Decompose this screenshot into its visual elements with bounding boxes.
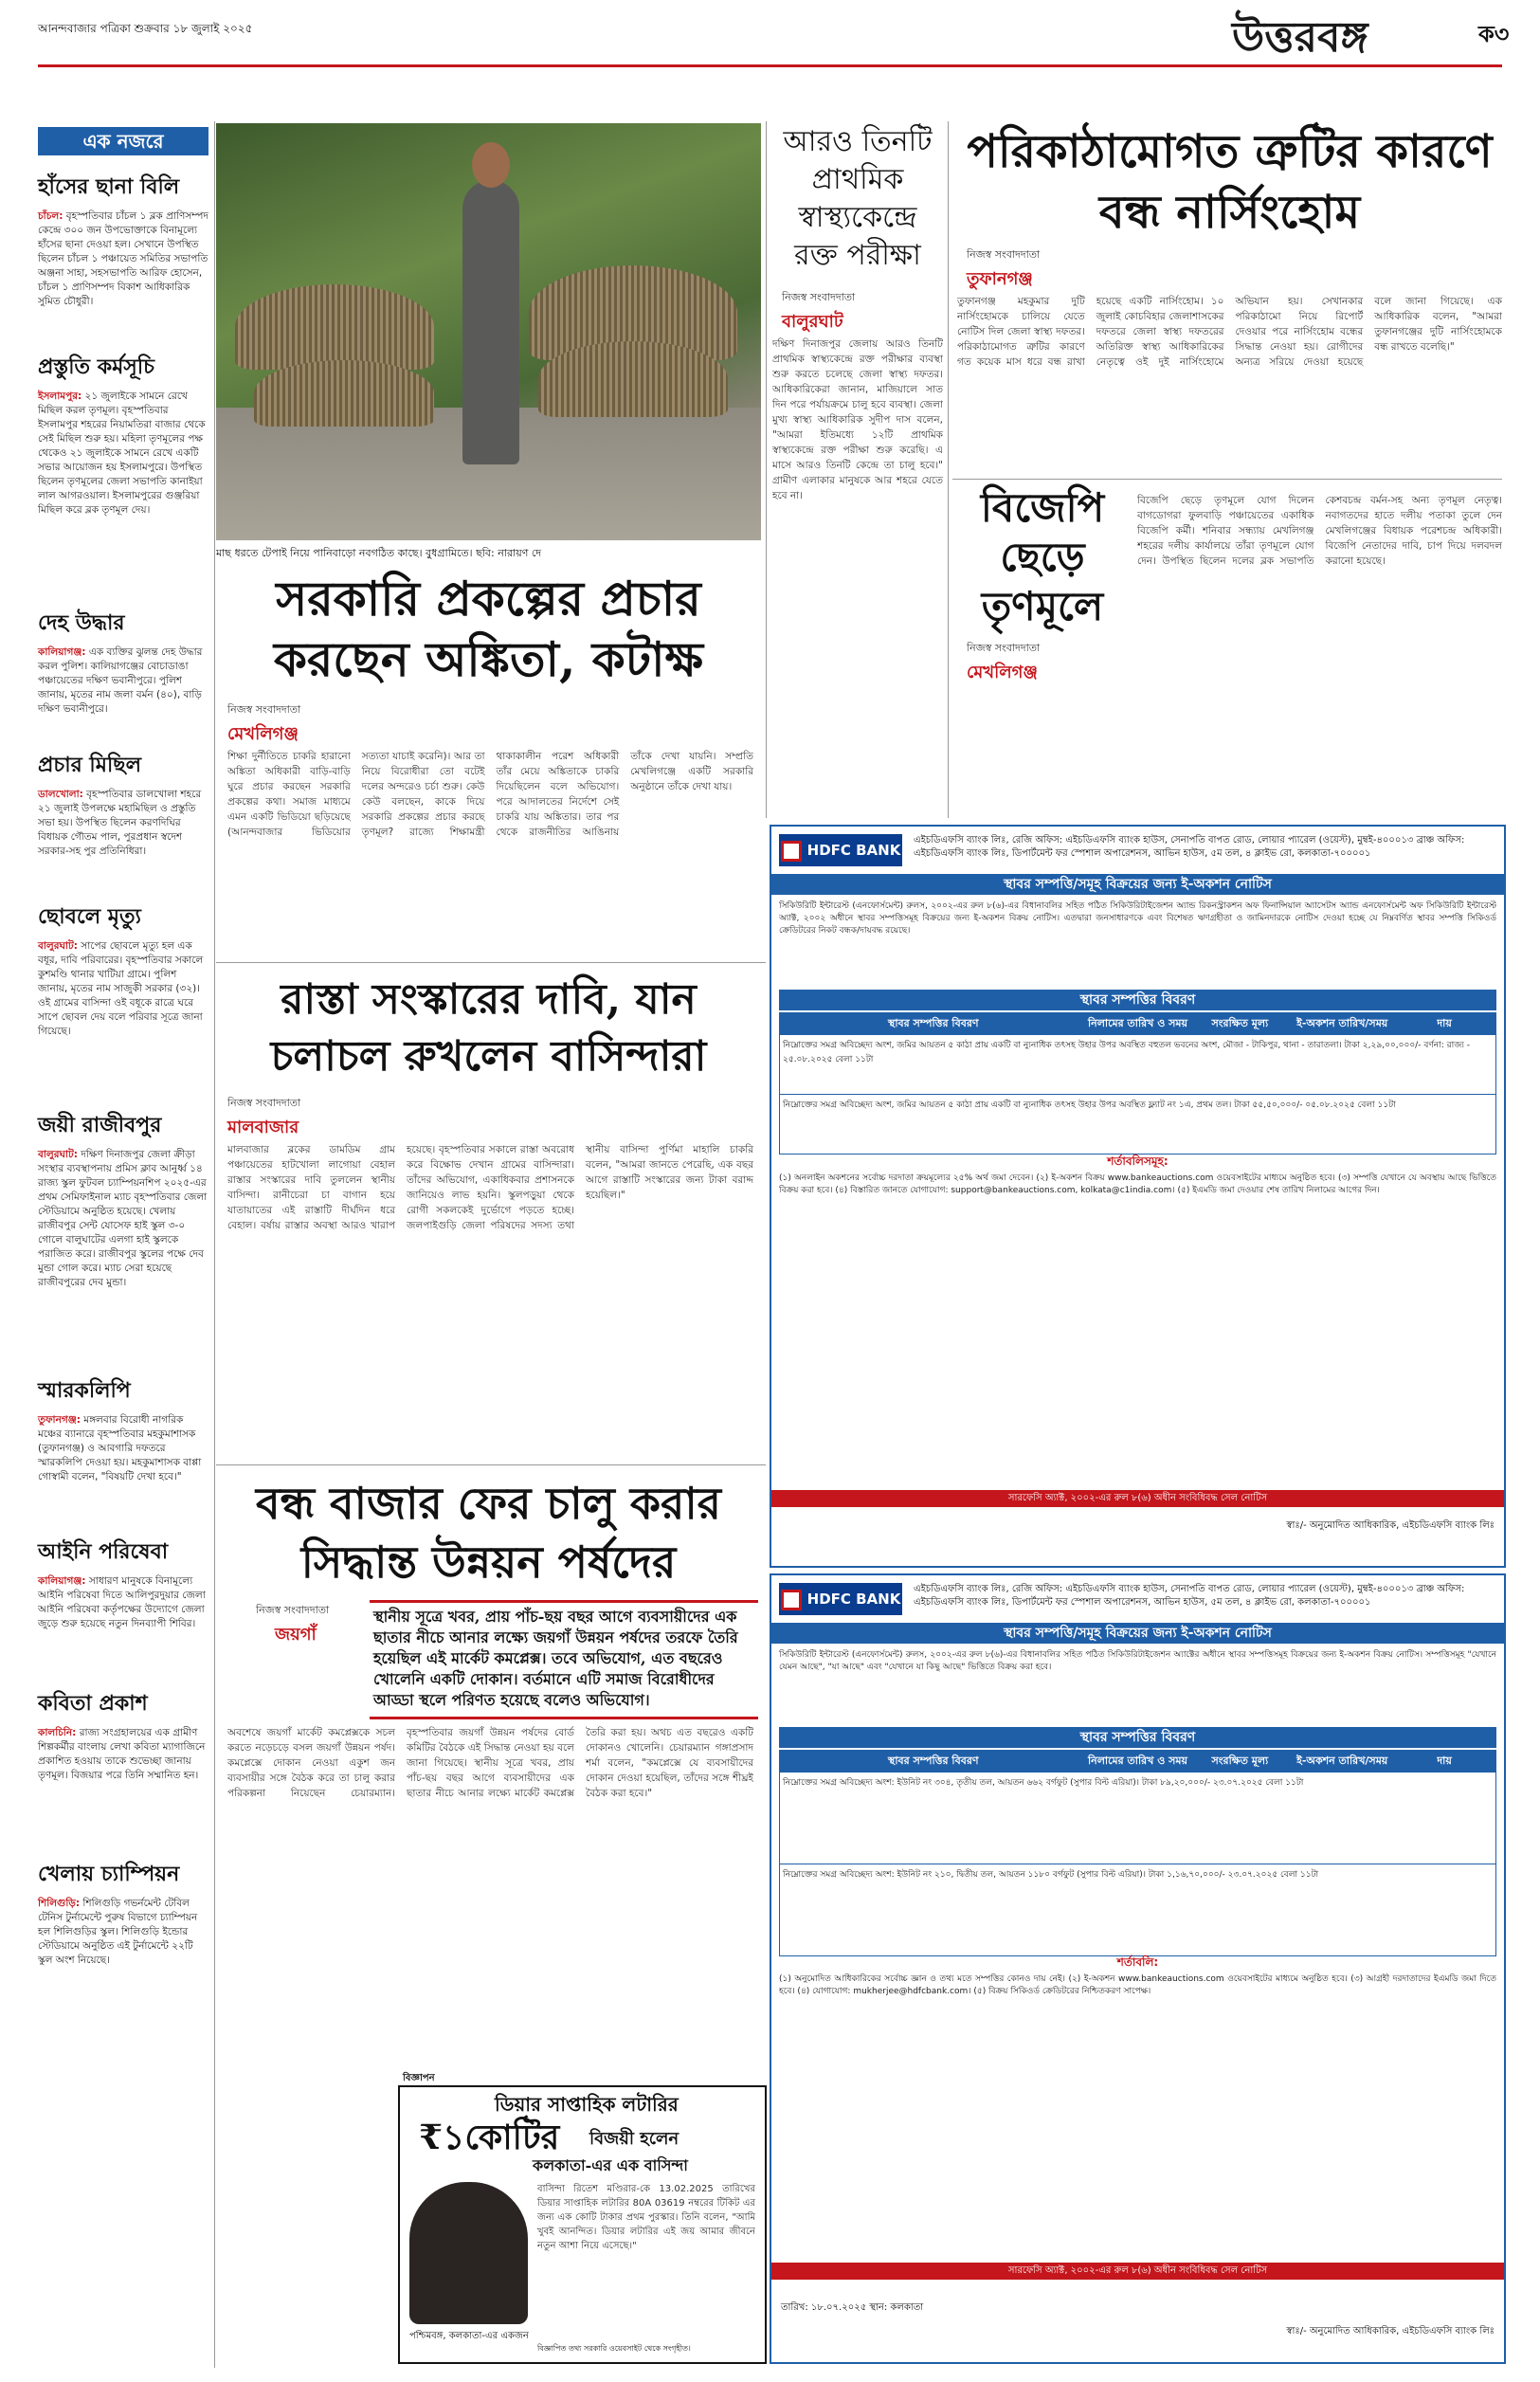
story-bjp-byline: নিজস্ব সংবাদদাতা bbox=[967, 642, 1041, 654]
brief-item bbox=[38, 1536, 208, 1631]
terms-title: শর্তাবলিসমূহ: bbox=[1107, 1155, 1169, 1168]
property-table bbox=[779, 1750, 1496, 1956]
story-blood-test-headline-line: রক্ত পরীক্ষা bbox=[794, 239, 921, 272]
story-blood-test-headline-line: স্বাস্থ্যকেন্দ্রে bbox=[798, 201, 917, 234]
briefs-column-title: এক নজরে bbox=[38, 127, 208, 155]
notice-date: তারিখ: ১৮.০৭.২০২৫ স্থান: কলকাতা bbox=[781, 2302, 924, 2313]
brief-body: ২১ জুলাইকে সামনে রেখে মিছিল করল তৃণমূল। বৃহস্পতিবার ইসলামপুর শহরের নিয়ামতিরা বাজার থেকে সেই মিছিল শুরু হয়। মহিলা তৃণমূলের পক্ষ থেকেও ২১ জুলাইকে সামনে রেখে একটি সভার আয়োজন হয় ইসলামপুরে। উপস্থিত ছিলেন তৃণমূলের জেলা সভাপতি কানাইয়া লাল আগরওয়াল। ইসলামপুরের গুঞ্জরিয়া মিছিল করে ব্লক তৃণমূল দেয়। bbox=[38, 391, 206, 516]
brief-location: ডালখোলা: bbox=[38, 789, 83, 800]
brief-location: কালিয়াগঞ্জ: bbox=[38, 646, 86, 658]
story-road-headline: রাস্তা সংস্কারের দাবি, যান চলাচল রুখলেন বাসিন্দারা bbox=[270, 975, 707, 1081]
brief-item bbox=[38, 171, 208, 309]
story-bjp-headline-line: তৃণমূলে bbox=[981, 583, 1104, 629]
story-nursinghome-body: তুফানগঞ্জ মহকুমার দুটি নার্সিংহোমকে চালিয়ে যেতে নোটিস দিল জেলা স্বাস্থ্য দফতর। পরিকাঠামোগত ত্রুটির কারণে গত কয়েক মাস ধরে বন্ধ রাখা হয়েছে একটি নার্সিংহোম। ১০ জুলাই কোচবিহার জেলাশাসকের দফতরে জেলা স্বাস্থ্য দফতরের অতিরিক্ত স্বাস্থ্য আধিকারিকের নেতৃত্বে ওই দুই নার্সিংহোমে অভিযান হয়। সেখানকার পরিকাঠামো নিয়ে রিপোর্ট দেওয়ার পরে নার্সিংহোম বন্ধের সিদ্ধান্ত নেওয়া হয়। রোগীদের অন্যত্র সরিয়ে দেওয়া হয়েছে বলে জানা গিয়েছে। এক আধিকারিক বলেন, "আমরা তুফানগঞ্জের দুটি নার্সিংহোমকে বন্ধ রাখতে বলেছি।" bbox=[957, 296, 1502, 368]
brief-item bbox=[38, 900, 208, 1039]
brief-location: বালুরঘাট: bbox=[38, 940, 78, 952]
story-road-location: মালবাজার bbox=[227, 1118, 299, 1137]
brief-location: কালচিনি: bbox=[38, 1727, 77, 1738]
brief-location: চাঁচল: bbox=[38, 210, 63, 222]
brief-text bbox=[38, 1148, 208, 1290]
masthead-dateline: আনন্দবাজার পত্রিকা শুক্রবার ১৮ জুলাই ২০২৫ bbox=[38, 22, 253, 35]
brief-location: তুফানগঞ্জ: bbox=[38, 1414, 81, 1426]
table-row: নিম্নোক্তের সমগ্র অবিচ্ছেদ্য অংশ: ইউনিট নং ২১০, দ্বিতীয় তল, আয়তন ১১৮০ বর্গফুট (সুপার বিল্ট এরিয়া)। টাকা ১,১৬,৭০,০০০/- ২৩.০৭.২০২৫ বেলা ১১টা bbox=[780, 1864, 1495, 1955]
property-table bbox=[779, 1012, 1496, 1155]
story-nursinghome-byline: নিজস্ব সংবাদদাতা bbox=[967, 248, 1041, 261]
ad-winner: বিজয়ী হলেন bbox=[589, 2129, 679, 2149]
notice-title: স্থাবর সম্পত্তি/সমূহ বিক্রয়ের জন্য ই-অকশন নোটিস bbox=[771, 874, 1504, 895]
brief-body: রাজ্য সংগ্রহালয়ের এক গ্রামীণ শিল্পকর্মীর বাংলায় লেখা কবিতা ম্যাগাজিনে প্রকাশিত হওয়ায় তাকে শুভেচ্ছা জানায় তৃণমূল। বিজয়ার পরে তিনি সম্মানিত হন। bbox=[38, 1727, 206, 1781]
bank-address: এইচডিএফসি ব্যাংক লিঃ, রেজি অফিস: এইচডিএফসি ব্যাংক হাউস, সেনাপতি বাপত রোড, লোয়ার প্যারেল (ওয়েস্ট), মুম্বই-৪০০০১৩ ব্রাঞ্চ অফিস: এইচডিএফসি ব্যাংক লিঃ, ডিপার্টমেন্ট ফর স্পেশাল অপারেশনস, আভিন হাউস, ৫ম তল, ৪ ক্লাইভ রো, কলকাতা-৭০০০০১ bbox=[914, 835, 1465, 859]
column-divider bbox=[214, 121, 215, 2368]
header-rule bbox=[38, 64, 1502, 67]
brief-text bbox=[38, 1897, 208, 1968]
story-blood-test-headline-line: আরও তিনটি bbox=[783, 125, 933, 158]
brief-item bbox=[38, 351, 208, 518]
story-blood-test-headline bbox=[772, 123, 943, 275]
brief-location: শিলিগুড়ি: bbox=[38, 1898, 81, 1909]
story-road-byline: নিজস্ব সংবাদদাতা bbox=[227, 1097, 301, 1109]
story-market-body: অবশেষে জয়গাঁ মার্কেট কমপ্লেক্সকে সচল করতে নড়েচড়ে বসল জয়গাঁ উন্নয়ন পর্ষদ। কমপ্লেক্সে দোকান নেওয়া একুশ জন ব্যবসায়ীর সঙ্গে বৈঠক করে তা চালু করার পরিকল্পনা নিয়েছেন চেয়ারম্যান। বৃহস্পতিবার জয়গাঁ উন্নয়ন পর্ষদের বোর্ড কমিটির বৈঠকে এই সিদ্ধান্ত নেওয়া হয় বলে জানা গিয়েছে। স্থানীয় সূত্রে খবর, প্রায় পাঁচ-ছয় বছর আগে ব্যবসায়ীদের এক ছাতার নীচে আনার লক্ষ্যে মার্কেট কমপ্লেক্স তৈরি করা হয়। অথচ এত বছরেও একটি দোকানও খোলেনি। চেয়ারম্যান গঙ্গাপ্রসাদ শর্মা বলেন, "কমপ্লেক্সে যে ব্যবসায়ীদের দোকান দেওয়া হয়েছিল, তাঁদের সঙ্গে শীঘ্রই বৈঠক করা হবে।" bbox=[227, 1727, 753, 1799]
ad-photo-caption: পশ্চিমবঙ্গ, কলকাতা-এর একজন bbox=[409, 2331, 529, 2341]
brief-body: বৃহস্পতিবার চাঁচল ১ ব্লক প্রাণিসম্পদ কেন্দ্রে ৩০০ জন উপভোক্তাকে বিনামূল্যে হাঁসের ছানা দেওয়া হল। সেখানে উপস্থিত ছিলেন চাঁচল ১ পঞ্চায়েত সমিতির সভাপতি অঞ্জনা সাহা, সহসভাপতি আরিফ হোসেন, চাঁচল ১ প্রাণিসম্পদ বিকাশ আধিকারিক সুমিত চৌধুরী। bbox=[38, 210, 208, 307]
brief-headline: জয়ী রাজীবপুর bbox=[38, 1113, 162, 1137]
story-ankita-headline: সরকারি প্রকল্পের প্রচার করছেন অঙ্কিতা, কটাক্ষ bbox=[273, 571, 704, 687]
ad-line1: ডিয়ার সাপ্তাহিক লটারির bbox=[495, 2093, 679, 2116]
notice-terms: (১) অনুমোদিত আধিকারিকের সর্বোচ্চ জ্ঞান ও তথ্য মতে সম্পত্তির কোনও দায় নেই। (২) ই-অকশন www.bankeauctions.com ওয়েবসাইটের মাধ্যমে অনুষ্ঠিত হবে। (৩) আগ্রহী দরদাতাদের ইএমডি জমা দিতে হবে। (৪) যোগাযোগ: mukherjee@hdfcbank.com। (৫) বিক্রয় সিকিওর্ড ক্রেডিটরের নিশ্চিতকরণ সাপেক্ষ। bbox=[779, 1974, 1496, 1996]
table-header: স্থাবর সম্পত্তির বিবরণ নিলামের তারিখ ও সময় সংরক্ষিত মূল্য ই-অকশন তারিখ/সময় দায় bbox=[780, 1751, 1495, 1772]
brief-text bbox=[38, 939, 208, 1039]
brief-item bbox=[38, 1109, 208, 1290]
brief-body: এক ব্যক্তির ঝুলন্ত দেহ উদ্ধার করল পুলিশ। কালিয়াগঞ্জের বোচাডাঙা পঞ্চায়েতের দক্ষিণ ভবানীপুরে। পুলিশ জানায়, মৃতের নাম জলা বর্মন (৪০), বাড়ি দক্ষিণ ভবানীপুরে। bbox=[38, 646, 203, 715]
hdfc-logo-icon bbox=[781, 1590, 802, 1610]
advertisement-label: বিজ্ঞাপন bbox=[403, 2073, 435, 2083]
brief-text bbox=[38, 1574, 208, 1631]
brief-body: বৃহস্পতিবার ডালখোলা শহরে ২১ জুলাই উপলক্ষে মহামিছিল ও প্রস্তুতি সভা হয়। উপস্থিত ছিলেন করণদিঘির বিধায়ক গৌতম পাল, পুরপ্রধান স্বদেশ সরকার-সহ পুর প্রতিনিধিরা। bbox=[38, 789, 202, 857]
brief-text bbox=[38, 788, 208, 859]
terms-title: শর্তাবলি: bbox=[1116, 1955, 1159, 1969]
brief-headline: কবিতা প্রকাশ bbox=[38, 1691, 148, 1716]
story-road-body: মালবাজার ব্লকের ডামডিম গ্রাম পঞ্চায়েতের হাটখোলা লাগোয়া বেহাল রাস্তার সংস্কারের দাবি তুললেন স্থানীয় বাসিন্দা। রানীচেরা চা বাগান হয়ে যাতায়াতের এই রাস্তাটি দীর্ঘদিন ধরে বেহাল। বর্ষায় রাস্তার অবস্থা আরও খারাপ হয়েছে। বৃহস্পতিবার সকালে রাস্তা অবরোধ করে বিক্ষোভ দেখান গ্রামের বাসিন্দারা। তাঁদের অভিযোগ, একাধিকবার প্রশাসনকে জানিয়েও লাভ হয়নি। স্কুলপড়ুয়া থেকে রোগী সকলকেই দুর্ভোগে পড়তে হচ্ছে। জলপাইগুড়ি জেলা পরিষদের সদস্য তথা স্থানীয় বাসিন্দা পুর্ণিমা মাহালি চাকরি বলেন, "আমরা জানতে পেরেছি, এক বছর আগে রাস্তাটি সংস্কারের জন্য টাকা বরাদ্দ হয়েছিল।" bbox=[227, 1144, 753, 1231]
notice-title: স্থাবর সম্পত্তি/সমূহ বিক্রয়ের জন্য ই-অকশন নোটিস bbox=[771, 1623, 1504, 1644]
property-table-title: স্থাবর সম্পত্তির বিবরণ bbox=[779, 1727, 1496, 1748]
brief-body: সাপের ছোবলে মৃত্যু হল এক বধূর, দাবি পরিবারের। বৃহস্পতিবার সকালে কুশমণ্ডি থানার খাটিয়া গ্রামে। পুলিশ জানায়, মৃতের নাম সাজুকী সরকার (৩২)। ওই গ্রামের বাসিন্দা ওই বধূকে রাত্রে ঘরে সাপে ছোবল দেয় বলে পরিবার সূত্রে জানা গিয়েছে। bbox=[38, 940, 204, 1037]
notice-signature: স্বাঃ/- অনুমোদিত আধিকারিক, এইচডিএফসি ব্যাংক লিঃ bbox=[1286, 2326, 1495, 2337]
brief-text bbox=[38, 209, 208, 309]
brief-body: সাধারণ মানুষকে বিনামূল্যে আইনি পরিষেবা দিতে আলিপুরদুয়ার জেলা আইনি পরিষেবা কর্তৃপক্ষের উদ্যোগে জেলা জুড়ে শুরু হয়েছে নতুন দিনব্যাপী শিবির। bbox=[38, 1575, 206, 1629]
ad-footnote: বিজ্ঞাপিত তথ্য সরকারি ওয়েবসাইট থেকে সংগৃহীত। bbox=[537, 2344, 691, 2353]
ad-winner-photo bbox=[409, 2182, 528, 2324]
brief-location: বালুরঘাট: bbox=[38, 1149, 78, 1160]
story-bjp-location: মেখলিগঞ্জ bbox=[967, 663, 1038, 682]
story-divider bbox=[952, 479, 1502, 480]
section-title: উত্তরবঙ্গ bbox=[1232, 13, 1368, 62]
story-market-byline: নিজস্ব সংবাদদাতা bbox=[256, 1604, 330, 1616]
brief-text bbox=[38, 1413, 208, 1484]
table-row: নিম্নোক্তের সমগ্র অবিচ্ছেদ্য অংশ: ইউনিট নং ৩০৪, তৃতীয় তল, আয়তন ৬৬২ বর্গফুট (সুপার বিল্ট এরিয়া)। টাকা ৮৯,২০,০০০/- ২৩.০৭.২০২৫ বেলা ১১টা bbox=[780, 1772, 1495, 1864]
brief-item bbox=[38, 1858, 208, 1968]
story-market-headline: বন্ধ বাজার ফের চালু করার সিদ্ধান্ত উন্নয়ন পর্ষদের bbox=[256, 1478, 721, 1588]
brief-location: ইসলামপুর: bbox=[38, 391, 82, 402]
story-nursinghome-headline: পরিকাঠামোগত ত্রুটির কারণে বন্ধ নার্সিংহোম bbox=[967, 125, 1493, 239]
story-market-pullquote-text: স্থানীয় সূত্রে খবর, প্রায় পাঁচ-ছয় বছর আগে ব্যবসায়ীদের এক ছাতার নীচে আনার লক্ষ্যে জয়গাঁ উন্নয়ন পর্ষদের তরফে তৈরি হয়েছিল এই মার্কেট কমপ্লেক্স। তবে অভিযোগ, এত বছরেও খোলেনি একটি দোকান। বর্তমানে এটি সমাজ বিরোধীদের আড্ডা স্থলে পরিণত হয়েছে বলেও অভিযোগ। bbox=[373, 1608, 738, 1709]
story-market-pullquote bbox=[370, 1600, 758, 1719]
property-table-title: স্থাবর সম্পত্তির বিবরণ bbox=[779, 990, 1496, 1010]
brief-item bbox=[38, 1374, 208, 1484]
hdfc-logo: HDFC BANK bbox=[779, 1583, 902, 1615]
notice-signature: স্বাঃ/- অনুমোদিত আধিকারিক, এইচডিএফসি ব্যাংক লিঃ bbox=[1286, 1520, 1495, 1531]
brief-headline: প্রস্তুতি কর্মসূচি bbox=[38, 355, 155, 379]
story-nursinghome-location: তুফানগঞ্জ bbox=[967, 269, 1033, 289]
brief-headline: হাঁসের ছানা বিলি bbox=[38, 174, 180, 199]
notice-footer: সারফেসি অ্যাক্ট, ২০০২-এর রুল ৮(৬) অধীন সংবিধিবদ্ধ সেল নোটিস bbox=[771, 2263, 1504, 2280]
brief-item bbox=[38, 749, 208, 859]
story-blood-test-headline-line: প্রাথমিক bbox=[811, 163, 904, 196]
notice-terms: (১) অনলাইন অকশনের সর্বোচ্চ দরদাতা ক্রয়মূল্যের ২৫% অর্থ জমা দেবেন। (২) ই-অকশন বিক্রয় www.bankeauctions.com ওয়েবসাইটের মাধ্যমে অনুষ্ঠিত হবে। (৩) সম্পত্তি যেখানে যে অবস্থায় আছে ভিত্তিতে বিক্রয় করা হবে। (৪) বিস্তারিত জানতে যোগাযোগ: support@bankeauctions.com, kolkata@c1india.com। (৫) ইএমডি জমা দেওয়ার শেষ তারিখ নিলামের আগের দিন। bbox=[779, 1173, 1496, 1195]
story-ankita-location: মেখলিগঞ্জ bbox=[227, 724, 299, 744]
notice-intro: সিকিউরিটি ইন্টারেস্ট (এনফোর্সমেন্ট) রুলস, ২০০২-এর রুল ৮(৬)-এর বিধানাবলির সহিত পঠিত সিকিউরিটাইজেশন অ্যাক্টের অধীনে স্থাবর সম্পত্তিসমূহ বিক্রয়ের জন্য ই-অকশন বিক্রয় নোটিস। সম্পত্তিসমূহ "যেখানে যেমন আছে", "যা আছে" এবং "যেখানে যা কিছু আছে" ভিত্তিতে বিক্রয় করা হবে। bbox=[779, 1650, 1496, 1672]
brief-item bbox=[38, 1687, 208, 1783]
story-blood-test-byline: নিজস্ব সংবাদদাতা bbox=[782, 291, 856, 303]
photo-caption: মাছ ধরতে টেপাই নিয়ে পানিবাড়ো নবগঠিত কাছে। বুধগ্রামিতে। ছবি: নারায়ণ দে bbox=[216, 547, 542, 559]
brief-headline: স্মারকলিপি bbox=[38, 1378, 131, 1403]
page-number: ক৩ bbox=[1478, 21, 1510, 47]
brief-headline: প্রচার মিছিল bbox=[38, 753, 141, 777]
lottery-advertisement bbox=[398, 2085, 767, 2364]
brief-location: কালিয়াগঞ্জ: bbox=[38, 1575, 86, 1587]
brief-headline: আইনি পরিষেবা bbox=[38, 1539, 169, 1564]
news-photo bbox=[216, 123, 761, 540]
table-row: নিম্নোক্তের সমগ্র অবিচ্ছেদ্য অংশ, জমির আয়তন ৫ কাঠা প্রায় একটি বা ন্যুনাধিক তৎসহ উহার উপর অবস্থিত ফ্ল্যাট নং ১এ, প্রথম তল। টাকা ৫৫,৫০,০০০/- ০৫.০৮.২০২৫ বেলা ১১টা bbox=[780, 1094, 1495, 1154]
ad-text: বাসিন্দা রিতেশ মণ্ডিরার-কে 13.02.2025 তারিখের ডিয়ার সাপ্তাহিক লটারির 80A 03619 নম্বরের টিকিট এর জন্য এক কোটি টাকার প্রথম পুরস্কার। তিনি বলেন, "আমি খুবই আনন্দিত। ডিয়ার লটারির এই জয় আমার জীবনে নতুন আশা নিয়ে এসেছে।" bbox=[537, 2184, 755, 2251]
story-blood-test-location: বালুরঘাট bbox=[782, 312, 843, 332]
hdfc-logo-icon bbox=[781, 841, 802, 862]
notice-footer: সারফেসি অ্যাক্ট, ২০০২-এর রুল ৮(৬) অধীন সংবিধিবদ্ধ সেল নোটিস bbox=[771, 1490, 1504, 1507]
brief-text bbox=[38, 390, 208, 518]
brief-headline: দেহ উদ্ধার bbox=[38, 610, 125, 635]
brief-body: শিলিগুড়ি গভর্নমেন্ট টেবিল টেনিস টুর্নামেন্টে পুরুষ বিভাগে চ্যাম্পিয়ন হল শিলিগুড়ির স্কুল। শিলিগুড়ি ইন্ডোর স্টেডিয়ামে অনুষ্ঠিত এই টুর্নামেন্টে ২২টি স্কুল অংশ নিয়েছে। bbox=[38, 1898, 198, 1966]
column-divider bbox=[948, 121, 949, 818]
ad-city: কলকাতা-এর এক বাসিন্দা bbox=[533, 2156, 688, 2174]
story-market-location: জয়গাঁ bbox=[275, 1625, 317, 1645]
story-bjp-headline bbox=[957, 483, 1128, 631]
column-divider bbox=[766, 121, 767, 818]
brief-text bbox=[38, 1726, 208, 1783]
table-row: নিম্নোক্তের সমগ্র অবিচ্ছেদ্য অংশ, জমির আয়তন ৫ কাঠা প্রায় একটি বা ন্যুনাধিক তৎসহ উহার উপর অবস্থিত বহুতল ভবনের অংশ, মৌজা - টাকিপুর, থানা - তারাতলা। টাকা ২,২৯,০০,০০০/- বর্ণনা: রাজ্য - ২৫.০৮.২০২৫ বেলা ১১টা bbox=[780, 1034, 1495, 1094]
table-header: স্থাবর সম্পত্তির বিবরণ নিলামের তারিখ ও সময় সংরক্ষিত মূল্য ই-অকশন তারিখ/সময় দায় bbox=[780, 1013, 1495, 1034]
story-divider bbox=[216, 1464, 766, 1465]
brief-text bbox=[38, 646, 208, 717]
story-ankita-byline: নিজস্ব সংবাদদাতা bbox=[227, 703, 301, 716]
brief-body: দক্ষিণ দিনাজপুর জেলা ক্রীড়া সংস্থার ব্যবস্থাপনায় প্রমিস ক্লাব আনুর্ধ্ব ১৪ রাজ্য স্কুল ফুটবল চ্যাম্পিয়নশিপ ২০২৫-এর প্রথম সেমিফাইনাল ম্যাচ বৃহস্পতিবার জেলা স্টেডিয়ামে অনুষ্ঠিত হয়েছে। খেলায় রাজীবপুর সেন্ট যোসেফ হাই স্কুল ৩-০ গোলে বালুঘাটের এলগা হাই স্কুলকে পরাজিত করে। রাজীবপুর স্কুলের পক্ষে দেব মুন্ডা গোল করে। ম্যাচ সেরা হয়েছে রাজীবপুরের দেব মুন্ডা। bbox=[38, 1149, 208, 1288]
story-ankita-body: শিক্ষা দুর্নীতিতে চাকরি হারানো অঙ্কিতা অধিকারী বাড়ি-বাড়ি ঘুরে প্রচার করছেন সরকারি প্রকল্পের কথা। সমাজ মাধ্যমে এমন একটি ভিডিয়ো ছড়িয়েছে (আনন্দবাজার ভিডিয়োর সত্যতা যাচাই করেনি)। আর তা নিয়ে বিরোধীরা তো বটেই দলের অন্দরেও চর্চা শুরু। কেউ কেউ বলছেন, কাকে দিয়ে সরকারি প্রকল্পের প্রচার করছে তৃণমূল? রাজ্যে শিক্ষামন্ত্রী থাকাকালীন পরেশ অধিকারী তাঁর মেয়ে অঙ্কিতাকে চাকরি দিয়েছিলেন বলে অভিযোগ। পরে আদালতের নির্দেশে সেই চাকরি যায় অঙ্কিতার। তার পর থেকে রাজনীতির আঙিনায় তাঁকে দেখা যায়নি। সম্প্রতি মেখলিগঞ্জে একটি সরকারি অনুষ্ঠানে তাঁকে দেখা যায়। bbox=[227, 751, 753, 838]
notice-intro: সিকিউরিটি ইন্টারেস্ট (এনফোর্সমেন্ট) রুলস, ২০০২-এর রুল ৮(৬)-এর বিধানাবলির সহিত পঠিত সিকিউরিটাইজেশন অ্যান্ড রিকনস্ট্রাকশন অফ ফিনান্সিয়াল অ্যাসেটস অ্যান্ড এনফোর্সমেন্ট অফ সিকিউরিটি ইন্টারেস্ট অ্যাক্ট, ২০০২ অধীনে স্থাবর সম্পত্তিসমূহ বিক্রয়ের জন্য ই-অকশন বিক্রয় নোটিস। এতদ্বারা জনসাধারণকে এবং বিশেষত ঋণগ্রহীতা ও জামিনদারকে নোটিস দেওয়া হচ্ছে যে নিম্নবর্ণিত স্থাবর সম্পত্তি সিকিওর্ড ক্রেডিটরের নিকট বন্ধক/দায়বদ্ধ রয়েছে। bbox=[779, 901, 1496, 936]
brief-body: মঙ্গলবার বিরোধী নাগরিক মঞ্চের ব্যানারে বৃহস্পতিবার মহকুমাশাসক (তুফানগঞ্জ) ও আবগারি দফতরে স্মারকলিপি দেওয়া হয়। মহকুমাশাসক বাপ্পা গোস্বামী বলেন, "বিষয়টি দেখা হবে।" bbox=[38, 1414, 202, 1482]
story-bjp-headline-line: ছেড়ে bbox=[1000, 534, 1085, 580]
brief-item bbox=[38, 607, 208, 717]
bank-address: এইচডিএফসি ব্যাংক লিঃ, রেজি অফিস: এইচডিএফসি ব্যাংক হাউস, সেনাপতি বাপত রোড, লোয়ার প্যারেল (ওয়েস্ট), মুম্বই-৪০০০১৩ ব্রাঞ্চ অফিস: এইচডিএফসি ব্যাংক লিঃ, ডিপার্টমেন্ট ফর স্পেশাল অপারেশনস, আভিন হাউস, ৫ম তল, ৪ ক্লাইভ রো, কলকাতা-৭০০০০১ bbox=[914, 1584, 1465, 1608]
hdfc-logo: HDFC BANK bbox=[779, 834, 902, 866]
story-divider bbox=[216, 962, 766, 963]
story-bjp-headline-line: বিজেপি bbox=[980, 484, 1105, 531]
bank-notice-2 bbox=[770, 1573, 1506, 2364]
ad-amount: ₹১কোটির bbox=[419, 2118, 560, 2157]
story-bjp-body: বিজেপি ছেড়ে তৃণমূলে যোগ দিলেন বাগডোগরা ফুলবাড়ি পঞ্চায়েতের একাধিক বিজেপি কর্মী। শনিবার সন্ধ্যায় মেখলিগঞ্জ শহরের দলীয় কার্যালয়ে তাঁরা তৃণমূলে যোগ দেন। উপস্থিত ছিলেন দলের ব্লক সভাপতি কেশবচন্দ্র বর্মন-সহ অন্য তৃণমূল নেতৃত্ব। নবাগতদের হাতে দলীয় পতাকা তুলে দেন মেখলিগঞ্জের বিধায়ক পরেশচন্দ্র অধিকারী। বিজেপি নেতাদের দাবি, চাপ দিয়ে দলবদল করানো হয়েছে। bbox=[1137, 495, 1502, 567]
brief-headline: খেলায় চ্যাম্পিয়ন bbox=[38, 1862, 180, 1886]
brief-headline: ছোবলে মৃত্যু bbox=[38, 904, 141, 929]
bank-notice-1 bbox=[770, 825, 1506, 1568]
story-blood-test-body: দক্ষিণ দিনাজপুর জেলায় আরও তিনটি প্রাথমিক স্বাস্থ্যকেন্দ্রে রক্ত পরীক্ষার ব্যবস্থা শুরু করতে চলেছে জেলা স্বাস্থ্য দফতর। আধিকারিকেরা জানান, মাজিয়ালে সাত দিন পরে পর্যায়ক্রমে চালু হবে ব্যবস্থা। জেলা মুখ্য স্বাস্থ্য আধিকারিক সুদীপ দাস বলেন, "আমরা ইতিমধ্যে ১২টি প্রাথমিক স্বাস্থ্যকেন্দ্রে রক্ত পরীক্ষা শুরু করেছি। এ মাসে আরও তিনটি কেন্দ্রে তা চালু হবে।" গ্রামীণ এলাকার মানুষকে আর শহরে যেতে হবে না। bbox=[772, 338, 943, 501]
